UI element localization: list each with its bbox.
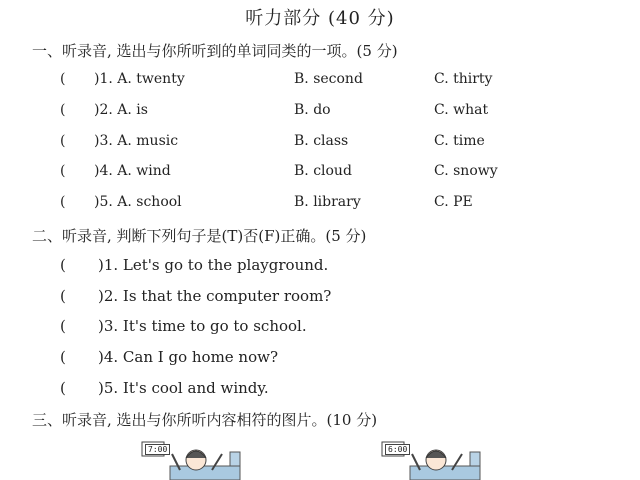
section-2-question-4: ( )4. Can I go home now?	[60, 348, 279, 366]
question-text: )2. Is that the computer room?	[98, 287, 332, 305]
option-c: C. snowy	[434, 163, 498, 179]
section-1-question-2: ( )2. A. is B. do C. what	[60, 102, 489, 118]
option-c: C. thirty	[434, 71, 493, 87]
section-2-question-5: ( )5. It's cool and windy.	[60, 379, 269, 397]
question-text: )3. It's time to go to school.	[98, 317, 307, 335]
clock-time-label: 7:00	[145, 444, 170, 455]
option-b: B. cloud	[294, 163, 352, 179]
option-b: B. second	[294, 71, 363, 87]
clock-time-label: 6:00	[385, 444, 410, 455]
option-b: B. class	[294, 133, 349, 149]
picture-option-2[interactable]	[380, 438, 490, 480]
option-c: C. PE	[434, 194, 473, 210]
option-c: C. what	[434, 102, 489, 118]
question-text: )5. It's cool and windy.	[98, 379, 269, 397]
question-stem: )5. A. school	[94, 194, 182, 210]
question-text: )1. Let's go to the playground.	[98, 256, 329, 274]
section-1-question-3: ( )3. A. music B. class C. time	[60, 133, 485, 149]
option-c: C. time	[434, 133, 485, 149]
picture-option-1[interactable]	[140, 438, 250, 480]
section-2-question-1: ( )1. Let's go to the playground.	[60, 256, 329, 274]
section-1-question-1: ( )1. A. twenty B. second C. thirty	[60, 71, 493, 87]
section-1-question-4: ( )4. A. wind B. cloud C. snowy	[60, 163, 498, 179]
question-text: )4. Can I go home now?	[98, 348, 279, 366]
page-title: 听力部分 (40 分)	[245, 8, 395, 29]
option-b: B. library	[294, 194, 361, 210]
question-stem: )1. A. twenty	[94, 71, 185, 87]
section-1-heading: 一、听录音, 选出与你所听到的单词同类的一项。(5 分)	[32, 42, 398, 60]
section-1-question-5: ( )5. A. school B. library C. PE	[60, 194, 473, 210]
option-b: B. do	[294, 102, 331, 118]
section-2-heading: 二、听录音, 判断下列句子是(T)否(F)正确。(5 分)	[32, 227, 367, 245]
section-3-heading: 三、听录音, 选出与你所听内容相符的图片。(10 分)	[32, 411, 378, 429]
question-stem: )4. A. wind	[94, 163, 171, 179]
question-stem: )2. A. is	[94, 102, 148, 118]
section-2-question-3: ( )3. It's time to go to school.	[60, 317, 307, 335]
question-stem: )3. A. music	[94, 133, 179, 149]
section-2-question-2: ( )2. Is that the computer room?	[60, 287, 332, 305]
